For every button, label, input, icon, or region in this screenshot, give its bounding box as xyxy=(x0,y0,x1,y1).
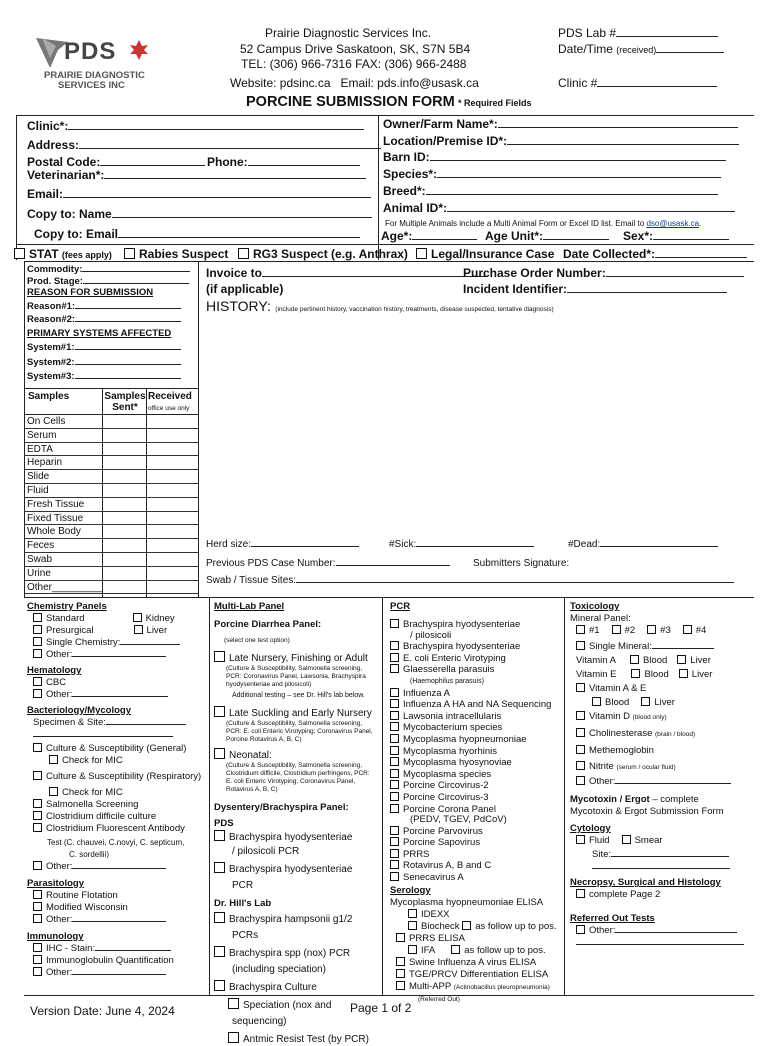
invoice-to-field[interactable]: Invoice to xyxy=(206,266,486,280)
sample-row[interactable] xyxy=(24,429,198,443)
single-mineral-checkbox[interactable]: Single Mineral: xyxy=(570,641,754,653)
checkbox-icon[interactable] xyxy=(390,688,399,697)
pcr-item-checkbox[interactable]: Brachyspira hyodysenteriae xyxy=(390,619,562,631)
sample-row[interactable] xyxy=(24,456,198,470)
copy-email-field[interactable]: Copy to: Email xyxy=(34,227,360,241)
multi-app-checkbox[interactable]: Multi-APP (Actinobacillus pleuropneumonia) xyxy=(390,981,562,994)
pcr-item-checkbox[interactable]: Mycoplasma species xyxy=(390,769,562,781)
breed-field[interactable]: Breed*: xyxy=(383,184,718,198)
brachy-h-checkbox[interactable]: Brachyspira hyodysenteriae xyxy=(214,862,380,876)
late-suckling-note: (Culture & Susceptibility, Salmonella screening, PCR: E. coli Enteric Virotyping; Coronavirus Panel, Porcine Rotavirus A, B, C) xyxy=(226,720,373,743)
single-chem-checkbox[interactable]: Single Chemistry: xyxy=(27,637,201,649)
hampsonii-label2: PCRs xyxy=(232,930,259,941)
diarrhea-title: Porcine Diarrhea Panel: xyxy=(214,619,322,630)
bact-title: Bacteriology/Mycology xyxy=(27,705,131,716)
ifa-checkbox[interactable]: IFA as follow up to pos. xyxy=(390,945,562,957)
nox-label2: (including speciation) xyxy=(232,964,326,975)
org-phone-fax: TEL: (306) 966-7316 FAX: (306) 966-2488 xyxy=(241,57,467,71)
checkbox-icon[interactable] xyxy=(390,734,399,743)
sample-label: Fluid xyxy=(27,485,49,496)
version-date: Version Date: June 4, 2024 xyxy=(30,1004,175,1018)
sample-label: Urine xyxy=(27,567,51,579)
bact-other-checkbox[interactable]: Other: xyxy=(27,861,201,873)
standard-checkbox[interactable]: Standard Kidney xyxy=(27,613,201,625)
pcr-item-checkbox[interactable]: Mycobacterium species xyxy=(390,722,562,734)
dead-field[interactable]: #Dead: xyxy=(568,539,718,550)
pcr-note: (Haemophilus parasuis) xyxy=(410,677,484,685)
email-field[interactable]: Email: xyxy=(27,187,371,201)
sample-label: Fixed Tissue xyxy=(27,512,84,524)
wisconsin-checkbox[interactable]: Modified Wisconsin xyxy=(27,902,201,914)
salmonella-checkbox[interactable]: Salmonella Screening xyxy=(27,799,201,811)
hill-subtitle: Dr. Hill's Lab xyxy=(214,898,272,909)
sample-label: Whole Body xyxy=(27,526,81,538)
pcr-item-checkbox[interactable]: Porcine Parvovirus xyxy=(390,826,562,838)
pcr-list xyxy=(390,619,562,884)
sample-row[interactable] xyxy=(24,415,198,429)
multilab-title: Multi-Lab Panel xyxy=(214,601,285,612)
pcr-item-checkbox[interactable]: Mycoplasma hyorhinis xyxy=(390,746,562,758)
multilab-section xyxy=(214,601,380,1046)
sample-label: Feces xyxy=(27,540,55,552)
pcr-title: PCR xyxy=(390,601,411,612)
age-field[interactable]: Age*: xyxy=(381,229,477,243)
location-field[interactable]: Location/Premise ID*: xyxy=(383,134,739,148)
multi-animal-note: For Multiple Animals include a Multi Animal Form or Excel ID list. Email to dso@usask.ca. xyxy=(385,219,702,228)
tox-other-checkbox[interactable]: Other: xyxy=(570,776,754,788)
logo-text: PDS xyxy=(64,38,117,65)
checkbox-icon[interactable] xyxy=(390,746,399,755)
checkbox-icon[interactable] xyxy=(14,248,25,259)
sample-label: Fresh Tissue xyxy=(27,498,85,510)
vitamin-d-checkbox[interactable]: Vitamin D (blood only) xyxy=(570,711,754,724)
sick-field[interactable]: #Sick: xyxy=(389,539,534,550)
vitamin-ae-checkbox[interactable]: Vitamin A & E xyxy=(570,683,754,695)
mic1-checkbox[interactable]: Check for MIC xyxy=(27,755,201,767)
pcr-item-checkbox[interactable]: Rotavirus A, B and C xyxy=(390,860,562,872)
pcr-item-checkbox[interactable]: Porcine Circovirus-2 xyxy=(390,780,562,792)
pcr-section xyxy=(390,601,562,1006)
owner-field[interactable]: Owner/Farm Name*: xyxy=(383,117,738,131)
prev-case-field[interactable]: Previous PDS Case Number: xyxy=(206,558,450,569)
logo-sub1: PRAIRIE DIAGNOSTIC xyxy=(44,70,145,81)
hema-title: Hematology xyxy=(27,665,82,676)
swab-sites-field[interactable]: Swab / Tissue Sites: xyxy=(206,575,734,586)
cyto-options[interactable]: Fluid Smear xyxy=(570,835,754,847)
checkbox-icon[interactable] xyxy=(390,619,399,628)
mineral-panel-options[interactable]: #1 #2 #3 #4 xyxy=(576,625,754,637)
myco-elisa-label: Mycoplasma hyopneumoniae ELISA xyxy=(390,896,544,908)
pcr-note: (PEDV, TGEV, PdCoV) xyxy=(410,814,507,826)
cyto-site-field[interactable]: Site: xyxy=(592,849,754,861)
po-field[interactable]: Purchase Order Number: xyxy=(463,266,744,280)
org-address: 52 Campus Drive Saskatoon, SK, S7N 5B4 xyxy=(240,42,471,56)
checkbox-icon[interactable] xyxy=(390,699,399,708)
methemo-checkbox[interactable]: Methemoglobin xyxy=(570,745,754,757)
date-collected-field[interactable]: Date Collected*: xyxy=(563,247,747,261)
culture-checkbox[interactable]: Brachyspira Culture xyxy=(214,980,380,994)
cfa-checkbox[interactable]: Clostridium Fluorescent Antibody xyxy=(27,823,201,835)
referred-other-checkbox[interactable]: Other: xyxy=(570,925,754,937)
checkbox-icon[interactable] xyxy=(390,769,399,778)
mic2-checkbox[interactable]: Check for MIC xyxy=(27,787,201,799)
checkbox-icon[interactable] xyxy=(390,653,399,662)
checkbox-icon[interactable] xyxy=(124,248,135,259)
flotation-checkbox[interactable]: Routine Flotation xyxy=(27,890,201,902)
nox-checkbox[interactable]: Brachyspira spp (nox) PCR xyxy=(214,946,380,960)
late-nursery-note: (Culture & Susceptibility, Salmonella screening, PCR: Coronavirus Panel, Lawsonia, Brachyspira hyodysenteriae and pilosicoli) xyxy=(226,665,366,688)
checkbox-icon[interactable] xyxy=(390,826,399,835)
para-title: Parasitology xyxy=(27,878,85,889)
prod-stage-field[interactable]: Prod. Stage: xyxy=(27,276,190,288)
sample-label: Heparin xyxy=(27,457,63,469)
reason-title: REASON FOR SUBMISSION xyxy=(27,287,154,298)
rg3-checkbox[interactable]: RG3 Suspect (e.g. Anthrax) xyxy=(238,247,408,261)
culture-resp-checkbox[interactable]: Culture & Susceptibility (Respiratory) xyxy=(27,771,201,783)
pcr-item-checkbox[interactable]: E. coli Enteric Virotyping xyxy=(390,653,562,665)
rabies-checkbox[interactable]: Rabies Suspect xyxy=(124,247,228,261)
samples-header: Samples xyxy=(28,391,70,402)
pcr-item-checkbox[interactable]: Senecavirus A xyxy=(390,872,562,884)
sample-label: Other_________ xyxy=(27,581,103,593)
necropsy-title: Necropsy, Surgical and Histology xyxy=(570,877,721,888)
checkbox-icon[interactable] xyxy=(390,837,399,846)
systems-title: PRIMARY SYSTEMS AFFECTED xyxy=(27,327,172,339)
pcr-item-checkbox[interactable]: PRRS xyxy=(390,849,562,861)
specimen-field[interactable]: Specimen & Site: xyxy=(33,717,201,729)
age-unit-field[interactable]: Age Unit*: xyxy=(485,229,609,243)
mycotoxin-form-label: Mycotoxin & Ergot Submission Form xyxy=(570,806,724,817)
sample-label: Slide xyxy=(27,471,50,483)
brachy-hp-checkbox[interactable]: Brachyspira hyodysenteriae xyxy=(214,830,380,844)
sample-label: Serum xyxy=(27,429,57,441)
pds-subtitle: PDS xyxy=(214,818,234,829)
pcr-item-checkbox[interactable]: Porcine Sapovirus xyxy=(390,837,562,849)
checkbox-icon[interactable] xyxy=(390,849,399,858)
vitamin-e-row[interactable]: Vitamin E Blood Liver xyxy=(576,669,713,680)
date-time-received[interactable]: Date/Time (received) xyxy=(558,42,724,56)
checkbox-icon[interactable] xyxy=(390,780,399,789)
pcr-item-checkbox[interactable]: Influenza A HA and NA Sequencing xyxy=(390,699,562,711)
commodity-field[interactable]: Commodity: xyxy=(27,264,190,276)
sample-label: Swab xyxy=(27,554,53,565)
brachy-h-label2: PCR xyxy=(232,880,254,891)
checkbox-icon[interactable] xyxy=(390,872,399,881)
neonatal-note: (Culture & Susceptibility, Salmonella screening, Clostridium difficile, Clostridium perfringens, PCR: E. coli Enteric Virotyping, Coronavirus Panel, Rotavirus A, B, C) xyxy=(226,762,370,793)
pcr-item-checkbox[interactable]: Glaesserella parasuis xyxy=(390,664,562,676)
address-field[interactable]: Address: xyxy=(27,138,381,152)
required-note: * Required Fields xyxy=(458,98,532,108)
select-one-note: (select one test option) xyxy=(224,637,290,644)
hampsonii-checkbox[interactable]: Brachyspira hampsonii g1/2 xyxy=(214,912,380,926)
history-textarea[interactable] xyxy=(206,316,746,536)
stat-checkbox[interactable]: STAT (fees apply) xyxy=(14,247,112,261)
if-applicable-label: (if applicable) xyxy=(206,282,284,296)
para-other-checkbox[interactable]: Other: xyxy=(27,914,201,926)
chem-other-checkbox[interactable]: Other: xyxy=(27,649,201,661)
mycotoxin-title: Mycotoxin / Ergot – complete xyxy=(570,794,699,805)
sample-row[interactable] xyxy=(24,484,198,498)
sample-row[interactable] xyxy=(24,443,198,457)
checkbox-icon[interactable] xyxy=(390,860,399,869)
incident-field[interactable]: Incident Identifier: xyxy=(463,282,727,296)
pcr-item-checkbox[interactable]: Mycoplasma hyosynoviae xyxy=(390,757,562,769)
barn-field[interactable]: Barn ID: xyxy=(383,150,726,164)
cyto-title: Cytology xyxy=(570,823,611,834)
lab-number[interactable]: PDS Lab # xyxy=(558,26,718,40)
org-web-email: Website: pdsinc.ca Email: pds.info@usask.ca xyxy=(230,76,479,90)
received-header: Received office use only xyxy=(148,391,192,412)
system1-field[interactable]: System#1: xyxy=(27,342,190,354)
swine-flu-checkbox[interactable]: Swine Influenza A virus ELISA xyxy=(390,957,562,969)
legal-checkbox[interactable]: Legal/Insurance Case xyxy=(416,247,554,261)
immunoglobulin-checkbox[interactable]: Immunoglobulin Quantification xyxy=(27,955,201,967)
checkbox-icon[interactable] xyxy=(390,757,399,766)
cfa-test-note2: C. sordellii) xyxy=(69,850,110,859)
idexx-checkbox[interactable]: IDEXX xyxy=(390,909,562,921)
culture-general-checkbox[interactable]: Culture & Susceptibility (General) xyxy=(27,743,201,755)
hema-other-checkbox[interactable]: Other: xyxy=(27,689,201,701)
chemistry-section xyxy=(27,601,201,979)
sample-row[interactable] xyxy=(24,525,198,539)
form-title: PORCINE SUBMISSION FORM xyxy=(246,94,455,110)
page-number: Page 1 of 2 xyxy=(350,1001,412,1015)
dysentery-title: Dysentery/Brachyspira Panel: xyxy=(214,802,349,813)
tge-checkbox[interactable]: TGE/PRCV Differentiation ELISA xyxy=(390,969,562,981)
clinic-field[interactable]: Clinic*: xyxy=(27,119,364,133)
tox-title: Toxicology xyxy=(570,601,620,612)
org-name: Prairie Diagnostic Services Inc. xyxy=(265,26,432,40)
sero-title: Serology xyxy=(390,884,431,896)
sample-row[interactable] xyxy=(24,539,198,553)
tox-section xyxy=(570,601,754,949)
phone-field[interactable]: Phone: xyxy=(207,155,360,169)
postal-field[interactable]: Postal Code: xyxy=(27,155,205,169)
animal-id-field[interactable]: Animal ID*: xyxy=(383,201,735,215)
sample-label: On Cells xyxy=(27,416,66,427)
copy-name-field[interactable]: Copy to: Name xyxy=(27,207,372,221)
sex-field[interactable]: Sex*: xyxy=(623,229,729,243)
veterinarian-field[interactable]: Veterinarian*: xyxy=(27,168,366,182)
checkbox-icon[interactable] xyxy=(390,722,399,731)
sample-row[interactable] xyxy=(24,470,198,484)
sample-row[interactable] xyxy=(24,553,198,567)
pcr-item-checkbox[interactable]: Lawsonia intracellularis xyxy=(390,711,562,723)
immuno-other-checkbox[interactable]: Other: xyxy=(27,967,201,979)
vitamin-ae-options[interactable]: Blood Liver xyxy=(592,697,754,709)
cholinesterase-checkbox[interactable]: Cholinesterase (brain / blood) xyxy=(570,728,754,741)
reason2-field[interactable]: Reason#2: xyxy=(27,314,190,326)
history-label: HISTORY: (include pertinent history, vaccination history, treatments, disease suspected, tentative diagnosis) xyxy=(206,298,554,314)
pcr-item-checkbox[interactable]: Porcine Corona Panel xyxy=(390,804,562,816)
checkbox-icon[interactable] xyxy=(390,804,399,813)
pcr-item-checkbox[interactable]: Brachyspira hyodysenteriae xyxy=(390,641,562,653)
neonatal-checkbox[interactable]: Neonatal: xyxy=(214,748,380,762)
system2-field[interactable]: System#2: xyxy=(27,357,190,369)
system3-field[interactable]: System#3: xyxy=(27,371,190,383)
signature-field[interactable]: Submitters Signature: xyxy=(473,558,570,569)
sample-row[interactable] xyxy=(24,581,198,595)
pcr-note: / pilosicoli xyxy=(410,629,452,641)
pds-logo xyxy=(28,30,148,90)
referred-title: Referred Out Tests xyxy=(570,913,655,924)
logo-sub2: SERVICES INC xyxy=(58,80,125,91)
checkbox-icon[interactable] xyxy=(390,641,399,650)
speciation-checkbox[interactable]: Speciation (nox and xyxy=(228,998,380,1012)
late-nursery-checkbox[interactable]: Late Nursery, Finishing or Adult xyxy=(214,651,380,665)
complete-page2-checkbox[interactable]: complete Page 2 xyxy=(570,889,754,901)
reason1-field[interactable]: Reason#1: xyxy=(27,301,190,313)
pcr-item-checkbox[interactable]: Porcine Circovirus-3 xyxy=(390,792,562,804)
late-suckling-checkbox[interactable]: Late Suckling and Early Nursery xyxy=(214,706,380,720)
samples-sent-header: Samples Sent* xyxy=(104,391,146,413)
sample-row[interactable] xyxy=(24,498,198,512)
cfa-test-note: Test (C. chauvei, C.novyi, C. septicum, xyxy=(47,838,185,847)
presurgical-checkbox[interactable]: Presurgical Liver xyxy=(27,625,201,637)
nitrite-checkbox[interactable]: Nitrite (serum / ocular fluid) xyxy=(570,761,754,774)
checkbox-icon[interactable] xyxy=(416,248,427,259)
additional-note: Additional testing – see Dr. Hill's lab below. xyxy=(232,692,365,699)
mineral-panel-label: Mineral Panel: xyxy=(570,613,631,624)
herd-size-field[interactable]: Herd size: xyxy=(206,539,359,550)
chem-title: Chemistry Panels xyxy=(27,601,107,612)
sample-label: EDTA xyxy=(27,443,53,455)
sample-row[interactable] xyxy=(24,567,198,581)
checkbox-icon[interactable] xyxy=(390,792,399,801)
prrs-elisa-checkbox[interactable]: PRRS ELISA xyxy=(390,933,562,945)
pcr-item-checkbox[interactable]: Mycoplasma hyopneumoniae xyxy=(390,734,562,746)
clinic-number[interactable]: Clinic # xyxy=(558,76,717,90)
species-field[interactable]: Species*: xyxy=(383,167,721,181)
cdiff-checkbox[interactable]: Clostridium difficile culture xyxy=(27,811,201,823)
checkbox-icon[interactable] xyxy=(390,664,399,673)
checkbox-icon[interactable] xyxy=(238,248,249,259)
immuno-title: Immunology xyxy=(27,931,84,942)
sample-row[interactable] xyxy=(24,512,198,526)
ihc-checkbox[interactable]: IHC - Stain: xyxy=(27,943,201,955)
antimic-checkbox[interactable]: Antmic Resist Test (by PCR) xyxy=(228,1032,380,1046)
brachy-hp-label2: / pilosicoli PCR xyxy=(232,846,300,857)
biocheck-checkbox[interactable]: Biocheck as follow up to pos. xyxy=(390,921,562,933)
speciation-label2: sequencing) xyxy=(232,1016,287,1027)
checkbox-icon[interactable] xyxy=(390,711,399,720)
vitamin-a-row[interactable]: Vitamin A Blood Liver xyxy=(576,655,711,666)
pcr-item-checkbox[interactable]: Influenza A xyxy=(390,688,562,700)
referred-note: (Referred Out) xyxy=(418,995,460,1003)
cbc-checkbox[interactable]: CBC xyxy=(27,677,201,689)
